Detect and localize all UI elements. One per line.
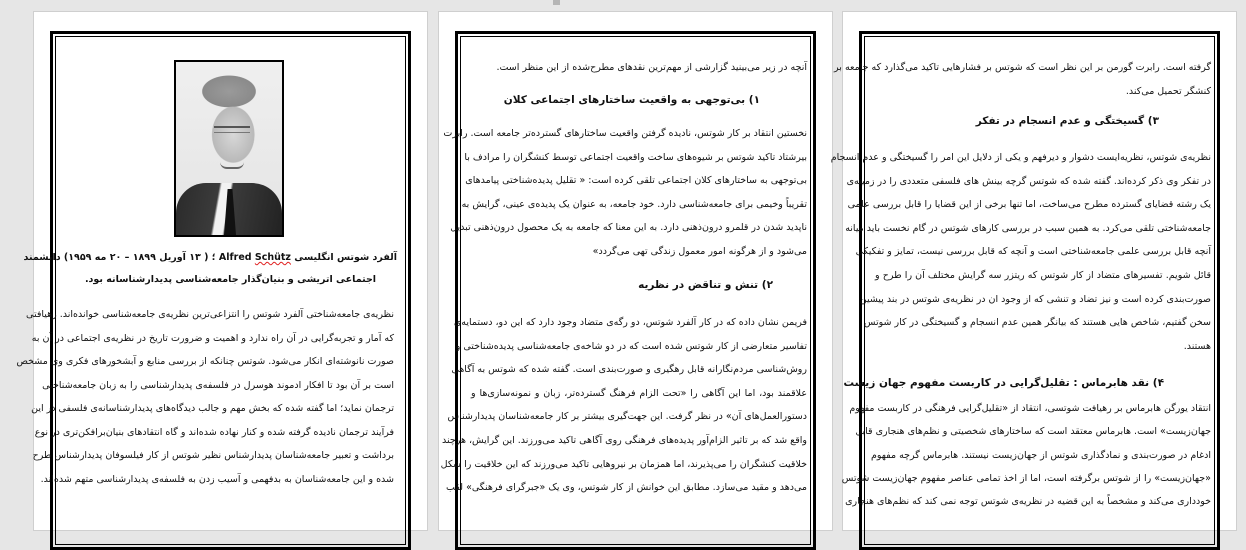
paragraph-line: آنچه قابل بررسی علمی جامعه‌شناختی است و آنچه که قابل بررسی نیست، تمایز و تفکیکی <box>855 246 1211 258</box>
paragraph-line: یک رشته قضایای گسترده مطرح می‌ساخت، اما تنها برخی از این قضایا را قابل بررسی علمی <box>847 199 1211 211</box>
paragraph-line: ترجمان نماید؛ اما گفته شده که بخش مهم و جالب دیدگاه‌های پدیدارشناسانه‌ی فلسفی در این <box>31 403 394 414</box>
photo-caption-line: اجتماعی اتریشی و بنیان‌گذار جامعه‌شناسی پدیدارشناسانه بود. <box>84 274 377 285</box>
paragraph-line: می‌دهد و مقید می‌سازد. مطابق این خوانش از کار شوتس، وی یک «جبرگرای فرهنگی» لقب <box>446 482 807 494</box>
paragraph-line: بیرشتاد تاکید شوتس بر شیوه‌های ساخت واقعیت اجتماعی توسط کنشگران را مرادف با <box>464 151 807 163</box>
document-page-3[interactable] <box>830 11 1237 531</box>
paragraph-line: شده و این جامعه‌شناسان به بدفهمی و آسیب زدن به فلسفه‌ی پدیدارشناسی متهم شده‌اند. <box>40 473 394 485</box>
paragraph-line: است بر آن بود تا افکار ادموند هوسرل در فلسفه‌ی پدیدارشناسی را به زبان جامعه‌شناختی <box>42 379 394 391</box>
paragraph-line: قائل شویم. تفسیرهای متضاد از کار شوتس که ریتزر سه گرایش مختلف آن را طرح و <box>875 270 1211 281</box>
paragraph-line: علاقمند بود، اما این آگاهی را «تحت الزام فرهنگ گسترده‌تر، زبان و نمونه‌سازی‌ها و <box>471 387 807 399</box>
paragraph-line: صورت‌بندی کرده است و نیز تضاد و تنشی که از وجود ان در نظریه‌ی شوتس در بند پیشین <box>859 293 1211 305</box>
paragraph-line: برداشت و تعبیر جامعه‌شناسان پدیدارشناس نظیر شوتس از کار فیلسوفان پدیدارشناس طرح <box>32 450 394 461</box>
paragraph-line: می‌شود و از هرگونه امور معمول زندگی تهی می‌گردد» <box>592 246 807 257</box>
paragraph-line: در تفکر وی ذکر کرده‌اند. گفته شده که شوتس گرچه بینش های فلسفی متعددی را در زمینه‌ی <box>846 175 1211 187</box>
paragraph-line: خودداری می‌کند و مشخصاً به این قضیه در نظریه‌ی شوتس توجه نمی کند که نظم‌های هنجاری <box>845 496 1211 508</box>
paragraph-line: تفاسیر متعارضی از کار شوتس شده است که در دو شاخه‌ی جامعه‌شناسی پدیده‌شناختی و <box>455 340 807 352</box>
spellcheck-flagged-word[interactable]: Schütz <box>254 252 291 263</box>
paragraph-line: کنشگر تحمیل می‌کند. <box>1125 85 1211 97</box>
paragraph-line: «جهان‌زیست» را از شوتس برگرفته است، اما از اخذ تمامی عناصر مفهوم جهان‌زیست شوتس <box>841 472 1211 484</box>
paragraph-line: جامعه‌شناختی تلقی می‌کرد. به همین سبب در بررسی کارهای شوتس در گام نخست باید میانه <box>845 222 1211 234</box>
caption-text: ؛ ( ۱۳ آوریل ۱۸۹۹ – ۲۰ مه ۱۹۵۹) دانشمند <box>23 252 219 263</box>
section-heading: ۱) بی‌توجهی به واقعیت ساختارهای اجتماعی کلان <box>503 94 760 106</box>
photo-caption-line <box>23 251 397 265</box>
paragraph-line: بی‌توجهی به ساختارهای کلان اجتماعی تلقی کرده است: « تقلیل پدیده‌شناختی پیامدهای <box>465 175 807 187</box>
paragraph-line: سخن گفتیم، شاخص هایی هستند که بیانگر همین عدم انسجام و گسیختگی در کار شوتس <box>863 317 1211 329</box>
section-heading: ۳) گسیختگی و عدم انسجام در تفکر <box>975 115 1159 127</box>
paragraph-line: صورت نانوشته‌ای انکار می‌شود. شوتس چنانکه از بررسی منابع و آبشخورهای فکری وی مشخص <box>16 356 394 367</box>
paragraph-line: فرآیند ترجمان نادیده گرفته شده و کنار نهاده شده‌اند و گاه انتقادهای بنیان‌برافکن‌تری در نوع <box>34 426 394 438</box>
paragraph-line: ادغام در صورت‌بندی و نمادگذاری شوتس از جهان‌زیست نیستند. هابرماس گرچه مفهوم <box>870 449 1211 461</box>
paragraph-line: خلاقیت کنشگران را می‌پذیرند، اما همزمان بر نیروهایی تاکید می‌ورزند که این خلاقیت را شکل <box>440 458 807 470</box>
paragraph-line: روش‌شناسی مردم‌نگارانه قابل رهگیری و صورت‌بندی است. گفته شده که شوتس به آگاهی <box>451 364 807 376</box>
section-heading: ۴) نقد هابرماس : تقلیل‌گرایی در کاربست مفهوم جهان زیست <box>843 377 1164 389</box>
paragraph-line: انتقاد یورگن هابرماس بر رهیافت شوتسی، انتقاد از «تقلیل‌گرایی فرهنگی در کاربست مفهوم <box>849 403 1211 414</box>
photo-detail <box>220 162 244 169</box>
paragraph-line: نظریه‌ی شوتس، نظریه‌ایست دشوار و دیرفهم و یکی از دلایل این امر را گسیختگی و عدم انسجام <box>830 152 1211 163</box>
paragraph-line: فریمن نشان داده که در کار آلفرد شوتس، دو رگه‌ی متضاد وجود دارد که این دو، دستمایه‌ی <box>453 317 807 328</box>
paragraph-line: هستند. <box>1183 340 1211 352</box>
paragraph-line: ناپدید شدن در قلمرو درون‌ذهنی دارد. به این معنا که جامعه به یک محصول درون‌ذهنی تبدیل <box>450 222 807 234</box>
section-heading: ۲) تنش و تناقض در نظریه <box>638 279 773 291</box>
ruler-marker <box>553 0 560 5</box>
paragraph-line: نظریه‌ی جامعه‌شناختی آلفرد شوتس را انتزاعی‌ترین نظریه‌ی جامعه‌شناسی خوانده‌اند. رهیافتی <box>26 309 394 320</box>
paragraph-line: جهان‌زیست» است. هابرماس معتقد است که ساختارهای شخصیتی و نظم‌های هنجاری قابل <box>855 426 1211 438</box>
photo-detail <box>214 126 250 133</box>
paragraph-line: تقریباً وخیمی برای جامعه‌شناسی دارد. خود جامعه، به عنوان یک پدیده‌ی عینی، گرایش به <box>461 198 807 210</box>
caption-latin-name: Alfred <box>218 252 255 263</box>
paragraph-line: که آمار و تجربه‌گرایی در آن راه ندارد و اهمیت و ضرورت تاریخ در نظریه‌ی اجتماعی در آن به <box>31 332 394 344</box>
paragraph-line: گرفته است. رابرت گورمن بر این نظر است که شوتس بر فشارهایی تاکید می‌گذارد که جامعه بر <box>834 62 1211 73</box>
paragraph-line: واقع شد که بر تاثیر الزام‌آور پدیده‌های فرهنگی روی آگاهی تاکید می‌ورزند. این گرایش، هرچند <box>441 435 807 446</box>
document-page-2[interactable] <box>438 11 833 531</box>
paragraph-line: دستورالعمل‌های آن» در نظر گرفت. این جهت‌گیری بیشتر بر کار جامعه‌شناسان پدیدارشناس <box>447 411 807 423</box>
portrait-photo-alfred-schutz[interactable] <box>174 60 284 237</box>
paragraph-line: نخستین انتقاد بر کار شوتس، نادیده گرفتن واقعیت ساختارهای گسترده‌تر جامعه است. رابرت <box>443 128 807 139</box>
caption-text: آلفرد شوتس انگلیسی <box>290 252 397 263</box>
document-page-1[interactable] <box>16 11 428 531</box>
intro-text: آنچه در زیر می‌بینید گزارشی از مهم‌ترین نقدهای مطرح‌شده از این منظر است. <box>496 62 807 73</box>
